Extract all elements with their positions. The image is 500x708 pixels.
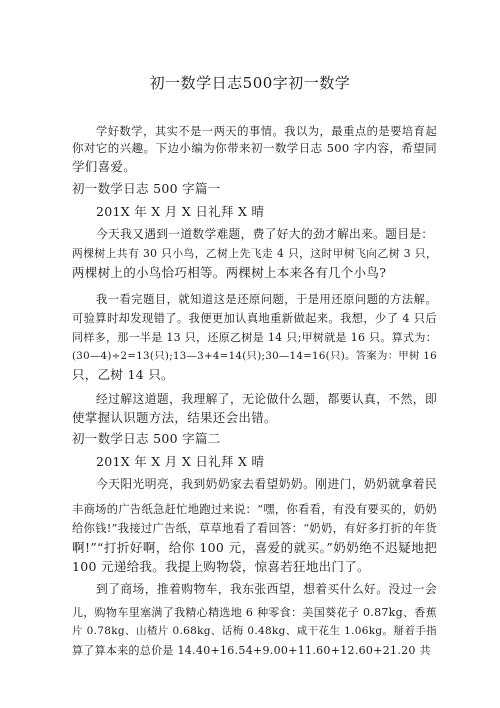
text-line: 儿，购物车里塞满了我精心精选地 6 种零食：美国葵花子 0.87kg、香蕉 bbox=[72, 606, 437, 619]
text-line: 经过解这道题，我理解了，无论做什么题，都要认真，不然，即 bbox=[96, 392, 437, 406]
text-line: 学们喜爱。 bbox=[72, 159, 137, 174]
section-heading: 初一数学日志 500 字篇二 bbox=[72, 431, 221, 446]
date-line: 201X 年 X 月 X 日礼拜 X 晴 bbox=[96, 454, 265, 469]
text-line: 我一看完题目，就知道这是还原问题，于是用还原问题的方法解。 bbox=[96, 293, 437, 306]
text-line: 你对它的兴趣。下边小编为你带来初一数学日志 500 字内容，希望同 bbox=[72, 141, 437, 155]
text-line: 同样多，那一半是 13 只，还原乙树是 14 只;甲树就是 16 只。算式为： bbox=[72, 331, 437, 344]
text-line: 使掌握认识题方法，结果还会出错。 bbox=[72, 410, 277, 425]
text-line: 两棵树上的小鸟恰巧相等。两棵树上本来各有几个小鸟? bbox=[72, 265, 387, 280]
text-line: 只，乙树 14 只。 bbox=[72, 367, 174, 382]
text-line: 到了商场，推着购物车，我东张西望，想着买什么好。没过一会 bbox=[96, 582, 437, 596]
date-line: 201X 年 X 月 X 日礼拜 X 晴 bbox=[96, 204, 265, 219]
text-line: 给你钱!”我接过广告纸，草草地看了看回答：“奶奶，有好多打折的年货 bbox=[72, 522, 437, 535]
section-heading: 初一数学日志 500 字篇一 bbox=[72, 181, 221, 196]
text-line: 可验算时却发现错了。我便更加认真地重新做起来。我想，少了 4 只后 bbox=[72, 312, 437, 325]
text-line: 两棵树上共有 30 只小鸟，乙树上先飞走 4 只，这时甲树飞向乙树 3 只， bbox=[72, 247, 437, 260]
text-line: (30—4)÷2=13(只);13—3+4=14(只);30—14=16(只)。答案为：甲树 16 bbox=[72, 350, 437, 362]
text-line: 今天我又遇到一道数学难题，费了好大的劲才解出来。题目是： bbox=[96, 227, 434, 241]
text-line: 片 0.78kg、山楂片 0.68kg、话梅 0.48kg、咸干花生 1.06kg。掰着手指 bbox=[72, 625, 437, 637]
text-line: 学好数学，其实不是一两天的事情。我以为，最重点的是要培育起 bbox=[96, 125, 437, 138]
text-line: 算了算本来的总价是 14.40+16.54+9.00+11.60+12.60+21.20 共 bbox=[72, 644, 431, 657]
text-line: 100 元递给我。我提上购物袋，惊喜若狂地出门了。 bbox=[72, 559, 370, 574]
document-title: 初一数学日志500字初一数学 bbox=[149, 74, 351, 92]
text-line: 啊!”“打折好啊，给你 100 元，喜爱的就买。”奶奶绝不迟疑地把 bbox=[72, 540, 437, 555]
text-line: 今天阳光明亮，我到奶奶家去看望奶奶。刚进门，奶奶就拿着民 bbox=[96, 477, 437, 491]
text-line: 丰商场的广告纸急赶忙地跑过来说：“嘿，你看看，有没有要买的，奶奶 bbox=[72, 503, 437, 516]
